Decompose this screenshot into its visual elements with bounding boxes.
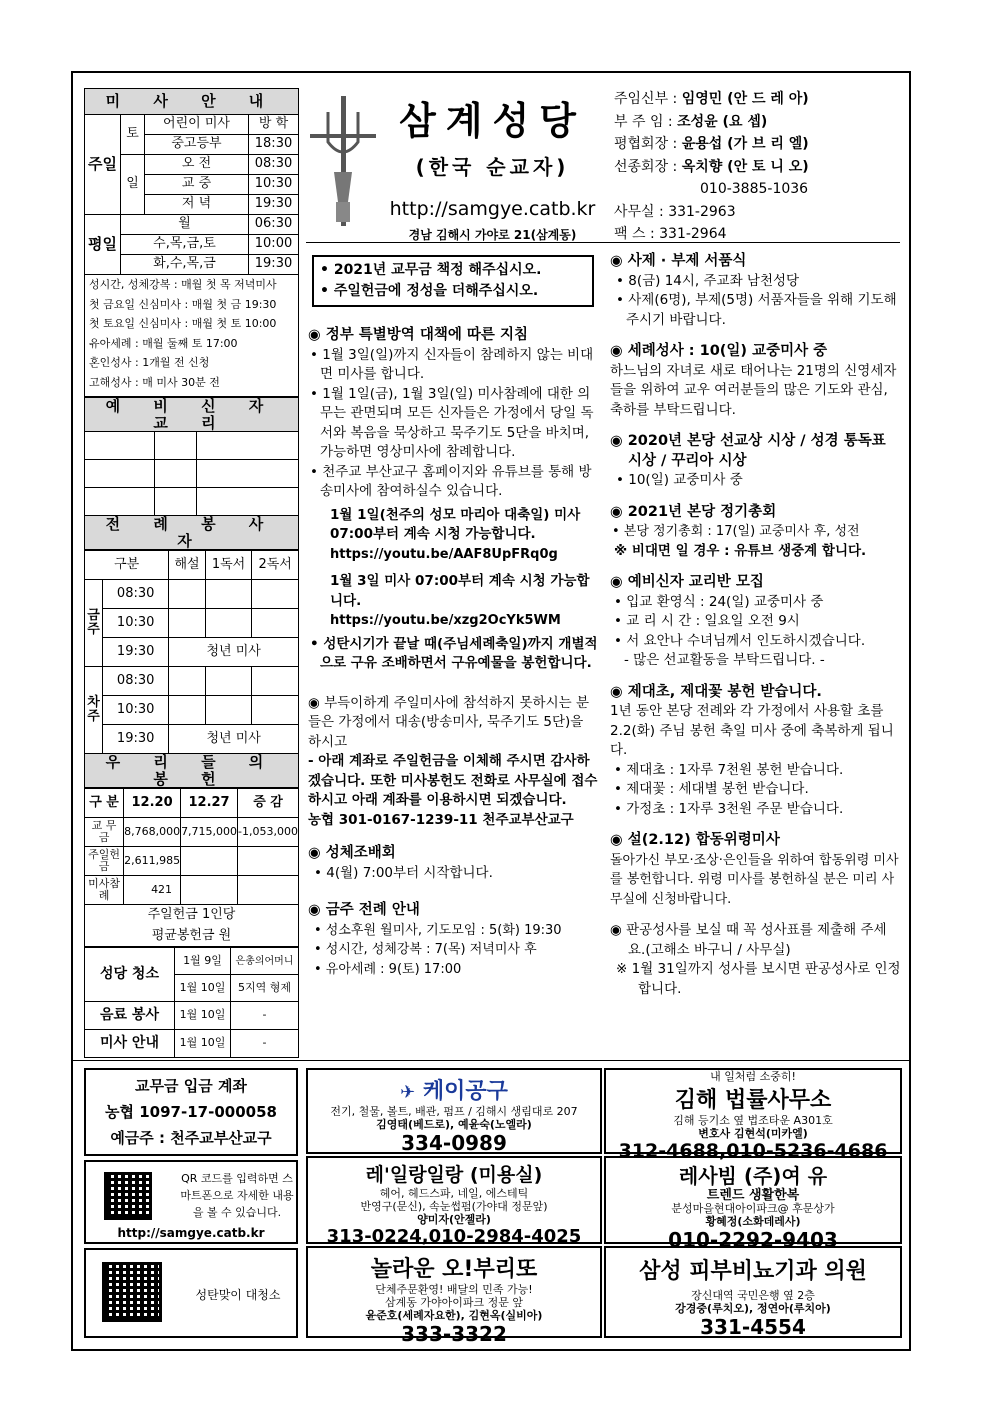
duty-label: 음료 봉사 — [85, 1002, 175, 1030]
church-logo-icon — [308, 92, 378, 232]
mass-time: 방 학 — [249, 115, 299, 135]
ad-phone: 010-2292-9403 — [668, 1228, 838, 1252]
note: ※ 비대면 일 경우 : 유튜브 생중계 합니다. — [614, 542, 867, 559]
qr-box-2 — [84, 1248, 298, 1338]
col-header: 1독서 — [205, 551, 252, 580]
account-title: 교무금 입금 계좌 — [135, 1077, 247, 1095]
ad-name: 김해 법률사무소 — [674, 1088, 832, 1113]
mass-name: 화,수,목,금 — [121, 255, 249, 275]
mass-time: 06:30 — [249, 215, 299, 235]
mass-time: 18:30 — [249, 135, 299, 155]
youtube-link[interactable]: https://youtu.be/AAF8UpFRq0g — [330, 546, 558, 562]
church-url[interactable]: http://samgye.catb.kr — [389, 198, 596, 220]
list-item: • 성탄시기가 끝날 때(주님세례축일)까지 개별적으로 구유 조배하면서 구유예물을 봉헌합니다. — [310, 635, 598, 671]
ad-card[interactable] — [306, 1156, 602, 1247]
list-item: • 입교 환영식 : 24(일) 교중미사 중 — [614, 593, 824, 610]
ad-line: 삼계동 가야아이파크 정문 앞 — [384, 1296, 523, 1309]
account-holder: 예금주 : 천주교부산교구 — [110, 1129, 272, 1147]
list-item: - 많은 선교활동을 부탁드립니다. - — [624, 652, 825, 668]
note: ※ 1월 31일까지 성사를 보시면 판공성사로 인정합니다. — [616, 961, 901, 997]
ad-phone: 313-0224,010-2984-4025 — [326, 1226, 582, 1247]
ad-line: 윤준호(세례자요한), 김현옥(실비아) — [365, 1309, 543, 1322]
mass-title: 미 사 안 내 — [85, 89, 299, 115]
note: 첫 토요일 신심미사 : 매월 첫 토 10:00 — [89, 317, 277, 330]
row-label: 교 무 금 — [85, 818, 124, 847]
ad-card[interactable] — [306, 1246, 602, 1346]
value: 2,611,985 — [124, 847, 181, 876]
ad-line: 황혜정(소화데레사) — [705, 1215, 801, 1228]
ad-card[interactable] — [306, 1068, 602, 1154]
ad-phone: 312-4688,010-5236-4686 — [618, 1140, 888, 1162]
col-header: 구 분 — [85, 789, 124, 818]
list-item: • 4(월) 7:00부터 시작합니다. — [314, 864, 493, 881]
youth-mass: 청년 미사 — [169, 725, 299, 754]
offering-title: 우 리 들 의 봉 헌 — [85, 754, 299, 788]
ad-line: 장신대역 국민은행 옆 2층 — [691, 1289, 815, 1302]
list-item: • 8(금) 14시, 주교좌 남천성당 — [616, 272, 800, 289]
list-item: • 서 요안나 수녀님께서 인도하시겠습니다. — [614, 632, 866, 649]
section-text: 돌아가신 부모·조상·은인들을 위하여 합동위령 미사를 봉헌합니다. 위령 미사를 봉헌하실 분은 미리 사무실에 신청바랍니다. — [610, 852, 899, 907]
mass-name: 중고등부 — [145, 135, 249, 155]
catechumen-title: 예 비 신 자 교 리 — [85, 398, 299, 432]
mass-name: 월 — [121, 215, 249, 235]
mass-time: 19:30 — [249, 195, 299, 215]
ad-line: 김해 등기소 옆 법조타운 A301호 — [673, 1114, 833, 1127]
section-title: ◉ 금주 전례 안내 — [308, 902, 420, 918]
mass-time: 08:30 — [249, 155, 299, 175]
ad-card[interactable] — [604, 1068, 902, 1162]
staff-row: 주임신부 : 임영민 (안 드 레 아) — [614, 91, 809, 107]
mass-time: 10:30 — [249, 175, 299, 195]
section-title: ◉ 2021년 본당 정기총회 — [610, 503, 777, 520]
col-header: 12.20 — [124, 789, 181, 818]
ad-phone: 333-3322 — [401, 1322, 507, 1346]
ad-card[interactable] — [604, 1156, 902, 1252]
staff-row: 선종회장 : 옥치향 (안 토 니 오) — [614, 158, 809, 175]
sun-label: 일 — [121, 155, 145, 215]
list-item: • 교 리 시 간 : 일요일 오전 9시 — [614, 613, 800, 629]
note: 고해성사 : 매 미사 30분 전 — [89, 375, 220, 389]
weekday-label: 평일 — [85, 215, 121, 275]
mass-time: 10:00 — [249, 235, 299, 255]
ad-line: 단체주문환영! 배달의 민족 가능! — [375, 1283, 533, 1296]
time: 08:30 — [103, 580, 169, 609]
note: 혼인성사 : 1개월 전 신청 — [89, 356, 210, 369]
ad-line: 강경중(루치오), 정연아(루치아) — [675, 1302, 831, 1315]
per-person-label: 주일헌금 1인당 — [85, 905, 299, 926]
account-number: 농협 1097-17-000058 — [105, 1103, 277, 1121]
duty-group: - — [231, 1030, 299, 1058]
row-label: 미사참례 — [85, 876, 124, 905]
note: 첫 금요일 신심미사 : 매월 첫 금 19:30 — [89, 297, 277, 311]
qr-text: QR 코드를 입력하면 스마트폰으로 자세한 내용을 볼 수 있습니다. — [180, 1172, 294, 1219]
qr-url[interactable]: http://samgye.catb.kr — [117, 1226, 265, 1240]
stream-note: 1월 1일(천주의 성모 마리아 대축일) 미사 07:00부터 계속 시청 가능합니다. — [330, 506, 581, 542]
office-phone: 사무실 : 331-2963 — [614, 203, 736, 220]
time: 19:30 — [103, 725, 169, 754]
duty-group: 은총의어머니 — [231, 948, 299, 975]
qr-code-icon[interactable] — [104, 1172, 152, 1220]
col-header: 구분 — [85, 551, 169, 580]
value: -1,053,000 — [238, 818, 299, 847]
church-address: 경남 김해시 가야로 21(삼계동) — [408, 228, 577, 242]
notice-item: • 주일헌금에 정성을 더해주십시오. — [320, 283, 539, 299]
value: 421 — [124, 876, 181, 905]
ad-name: 삼성 피부비뇨기과 의원 — [639, 1259, 867, 1284]
church-title: 삼계성당 — [399, 99, 586, 143]
section-title: ◉ 정부 특별방역 대책에 따른 지침 — [308, 327, 528, 343]
ad-line: 전기, 철물, 볼트, 배관, 펌프 / 김해시 생림대로 207 — [330, 1105, 578, 1118]
value: 7,715,000 — [181, 818, 238, 847]
list-item: • 유아세례 : 9(토) 17:00 — [314, 961, 462, 977]
list-item: • 1월 3일(일)까지 신자들이 참례하지 않는 비대면 미사를 합니다. — [310, 346, 594, 382]
confession-note: ◉ 판공성사를 보실 때 꼭 성사표를 제출해 주세요.(고해소 바구니 / 사무실) — [610, 922, 887, 958]
ad-line: 양미자(안젤라) — [417, 1213, 491, 1226]
ad-line: 분성마을현대아이파크@ 후문상가 — [671, 1202, 835, 1215]
ad-name: 놀라운 오!부리또 — [370, 1257, 538, 1282]
ad-tagline: 내 일처럼 소중히! — [710, 1070, 796, 1083]
section-title: ◉ 제대초, 제대꽃 봉헌 받습니다. — [610, 683, 822, 700]
mass-schedule — [84, 88, 299, 1058]
section-title: ◉ 사제 · 부제 서품식 — [610, 253, 747, 269]
ad-phone: 334-0989 — [401, 1131, 507, 1155]
list-item: • 성소후원 월미사, 기도모임 : 5(화) 19:30 — [314, 922, 562, 938]
footer-divider — [72, 1060, 910, 1061]
mass-name: 저 녁 — [145, 195, 249, 215]
qr-code-icon[interactable] — [102, 1262, 162, 1322]
duty-date: 1월 10일 — [175, 975, 231, 1002]
youtube-link[interactable]: https://youtu.be/xzg2OcYk5WM — [330, 613, 561, 628]
col-header: 12.27 — [181, 789, 238, 818]
section-text: 1년 동안 본당 전례와 각 가정에서 사용할 초를 2.2(화) 주님 봉헌 축일 미사 중에 축복하게 됩니다. — [610, 703, 894, 758]
col-header: 해설 — [169, 551, 205, 580]
this-week-label: 금주 — [85, 580, 103, 667]
list-item: • 1월 1일(금), 1월 3일(일) 미사참례에 대한 의무는 관면되며 모든 신자들은 가정에서 당일 독서와 복음을 묵상하고 묵주기도 5단을 바치며, 가능하면 영상미사에 참례합니다. — [310, 385, 594, 460]
time: 19:30 — [103, 638, 169, 667]
duty-date: 1월 10일 — [175, 1030, 231, 1058]
note: 성시간, 성체강복 : 매월 첫 목 저녁미사 — [89, 278, 277, 291]
section-text: 하느님의 자녀로 새로 태어나는 21명의 신영세자들을 위하여 교우 여러분들의 많은 기도와 관심, 축하를 부탁드립니다. — [610, 362, 897, 418]
time: 10:30 — [103, 696, 169, 725]
duty-date: 1월 9일 — [175, 948, 231, 975]
absence-note: ◉ 부득이하게 주일미사에 참석하지 못하시는 분들은 가정에서 대송(방송미사, 묵주기도 5단)을 하시고 — [308, 694, 590, 750]
church-subtitle: (한국 순교자) — [415, 155, 570, 179]
note: 유아세례 : 매월 둘째 토 17:00 — [89, 336, 238, 350]
ad-line: 트렌드 생활한복 — [706, 1188, 800, 1203]
row-label: 주일헌금 — [85, 847, 124, 876]
ad-line: 헤어, 헤드스파, 네일, 에스테틱 — [379, 1187, 529, 1200]
sat-label: 토 — [121, 115, 145, 155]
list-item: • 사제(6명), 부제(5명) 서품자들을 위해 기도해 주시기 바랍니다. — [616, 292, 897, 328]
staff-phone: 010-3885-1036 — [700, 181, 809, 197]
time: 08:30 — [103, 667, 169, 696]
duty-label: 미사 안내 — [85, 1030, 175, 1058]
stream-note: 1월 3일 미사 07:00부터 계속 시청 가능합니다. — [330, 573, 590, 609]
mass-notes — [84, 275, 299, 397]
section-title: ◉ 예비신자 교리반 모집 — [610, 574, 764, 590]
ad-line: 반영구(문신), 속눈썹펌(가야대 정문앞) — [360, 1200, 548, 1213]
per-person-value: 평균봉헌금 원 — [85, 926, 299, 947]
transfer-note: - 아래 계좌로 주일헌금을 이체해 주시면 감사하겠습니다. 또한 미사봉헌도 전화로 사무실에 접수하시고 아래 계좌를 이용하시면 되겠습니다. — [308, 753, 598, 808]
brand-icon: ✈ — [400, 1082, 416, 1103]
right-sections — [610, 252, 902, 999]
mass-name: 어린이 미사 — [145, 115, 249, 135]
header-divider — [306, 242, 900, 243]
list-item: • 제대초 : 1자루 7천원 봉헌 받습니다. — [614, 761, 844, 778]
mass-name: 오 전 — [145, 155, 249, 175]
ad-line: 김영태(베드로), 예윤숙(노엘라) — [376, 1118, 532, 1131]
bank-account: 농협 301-0167-1239-11 천주교부산교구 — [308, 811, 574, 828]
ad-card[interactable] — [604, 1246, 902, 1338]
mass-time: 19:30 — [249, 255, 299, 275]
account-box — [84, 1068, 298, 1156]
duty-date: 1월 10일 — [175, 1002, 231, 1030]
mass-name: 수,목,금,토 — [121, 235, 249, 255]
duty-label: 성당 청소 — [85, 948, 175, 1002]
staff-row: 부 주 임 : 조성윤 (요 셉) — [614, 113, 768, 130]
fax: 팩 스 : 331-2964 — [614, 226, 727, 242]
ad-phone: 331-4554 — [700, 1315, 806, 1339]
sunday-label: 주일 — [85, 115, 121, 215]
ad-line: 변호사 김현석(미카엘) — [698, 1127, 808, 1140]
time: 10:30 — [103, 609, 169, 638]
ad-name: 레사빔 (주)여 유 — [678, 1164, 828, 1188]
list-item: • 천주교 부산교구 홈페이지와 유튜브를 통해 방송미사에 참여하실수 있습니다. — [310, 463, 592, 499]
liturgy-title: 전 례 봉 사 자 — [85, 516, 299, 550]
section-title: ◉ 설(2.12) 합동위령미사 — [610, 832, 780, 848]
duty-group: - — [231, 1002, 299, 1030]
next-week-label: 차주 — [85, 667, 103, 754]
youth-mass: 청년 미사 — [169, 638, 299, 667]
notice-item: • 2021년 교무금 책정 해주십시오. — [320, 262, 542, 278]
qr-caption: 성탄맞이 대청소 — [195, 1288, 281, 1302]
section-title: ◉ 성체조배회 — [308, 845, 396, 861]
staff-list — [614, 88, 904, 246]
col-header: 증 감 — [238, 789, 299, 818]
section-title: ◉ 2020년 본당 선교상 시상 / 성경 통독표 시상 / 꾸리아 시상 — [610, 433, 886, 469]
list-item: • 가정초 : 1자루 3천원 주문 받습니다. — [614, 800, 844, 817]
value: 8,768,000 — [124, 818, 181, 847]
list-item: • 제대꽃 : 세대별 봉헌 받습니다. — [614, 781, 809, 797]
ad-name: ✈ 케이공구 — [400, 1079, 508, 1104]
list-item: • 본당 정기총회 : 17(일) 교중미사 후, 성전 — [612, 524, 860, 539]
ad-name: 레'일랑일랑 (미용실) — [365, 1164, 543, 1186]
church-header — [380, 90, 605, 243]
section-title: ◉ 세례성사 : 10(일) 교중미사 중 — [610, 343, 828, 359]
mass-name: 교 중 — [145, 175, 249, 195]
qr-box — [84, 1160, 298, 1244]
list-item: • 10(일) 교중미사 중 — [616, 472, 743, 488]
staff-row: 평협회장 : 윤용섭 (가 브 리 엘) — [614, 136, 809, 152]
mid-sections — [308, 326, 600, 979]
notice-box — [312, 255, 594, 307]
duty-group: 5지역 형제 — [231, 975, 299, 1002]
list-item: • 성시간, 성체강복 : 7(목) 저녁미사 후 — [314, 942, 537, 957]
col-header: 2독서 — [252, 551, 299, 580]
